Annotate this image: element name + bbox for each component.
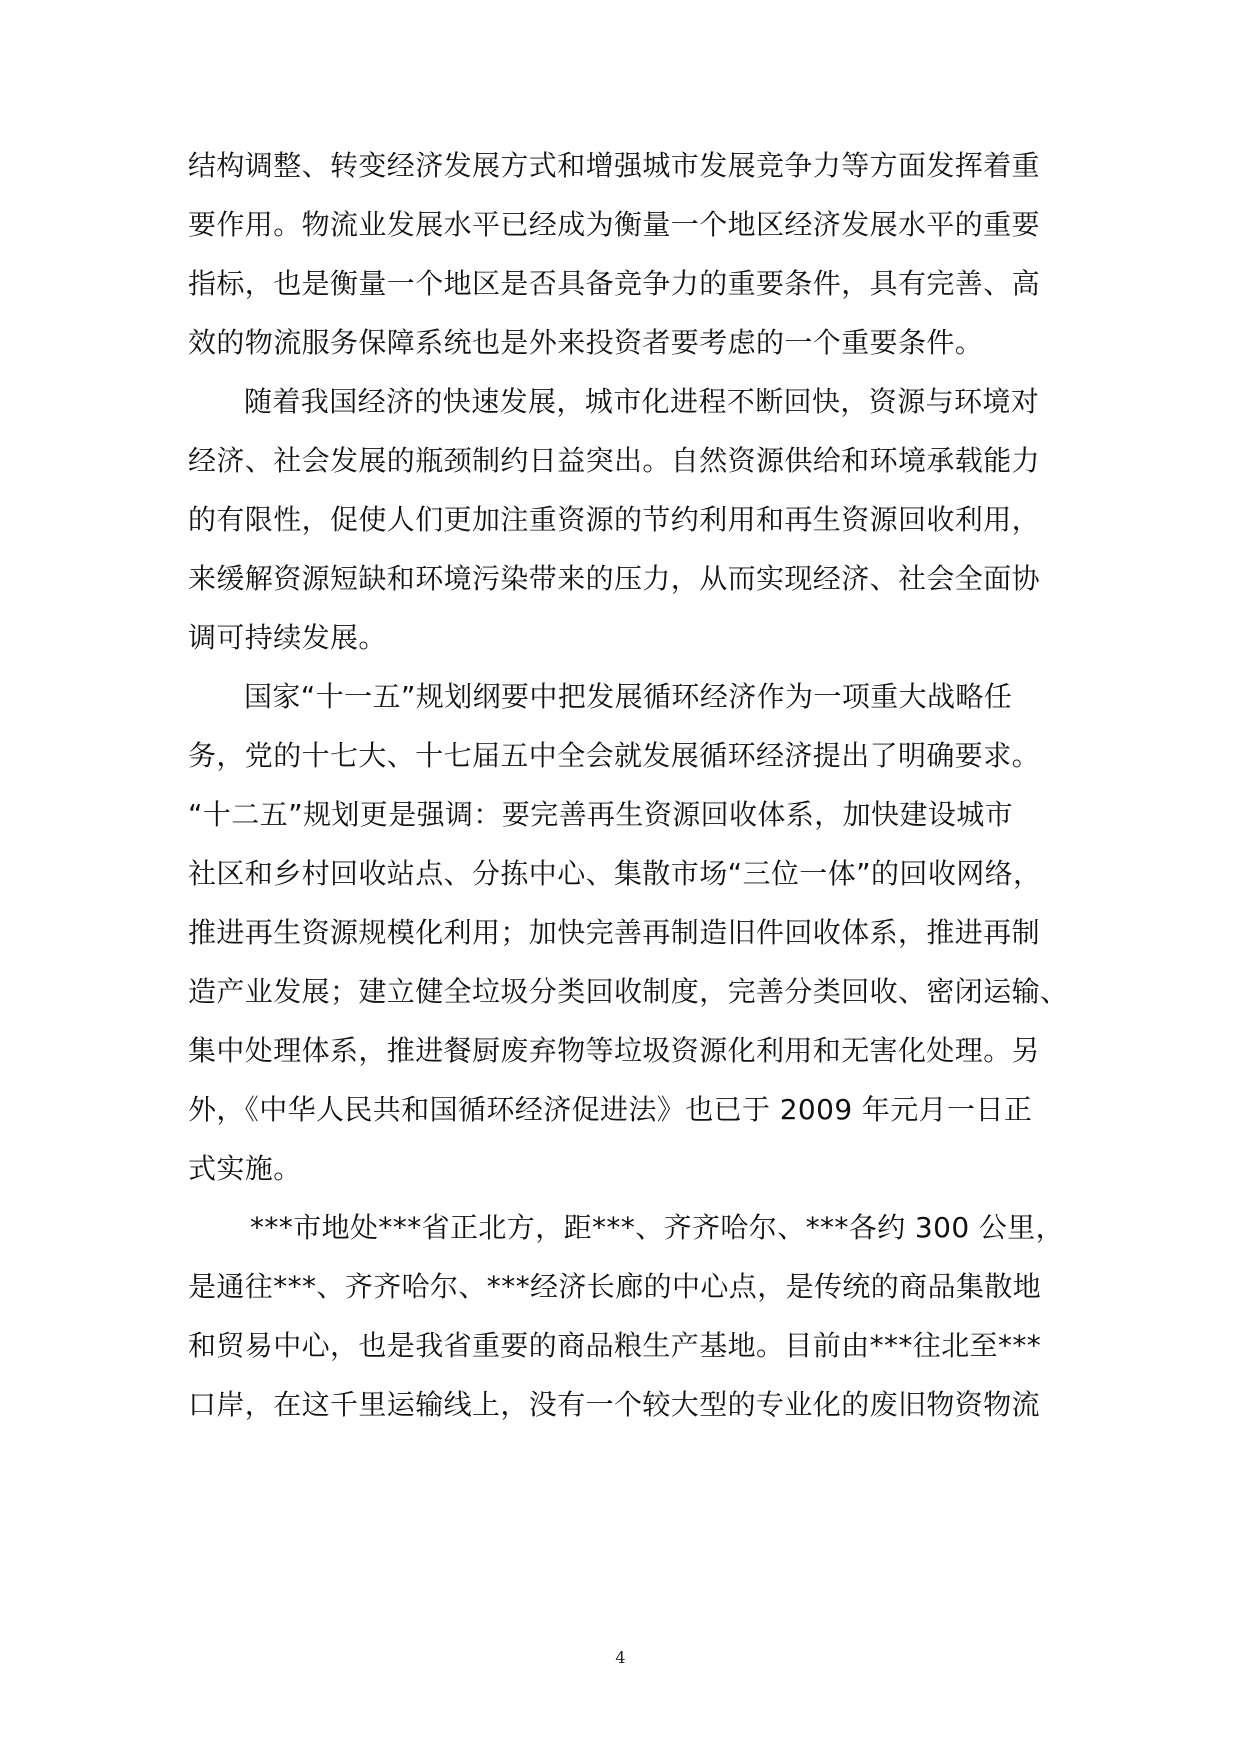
text-line: 效的物流服务保障系统也是外来投资者要考虑的一个重要条件。 — [188, 326, 984, 359]
text-line: 随着我国经济的快速发展，城市化进程不断回快，资源与环境对 — [244, 385, 1040, 418]
text-line: “十二五”规划更是强调：要完善再生资源回收体系，加快建设城市 — [188, 798, 1014, 831]
text-line: 口岸，在这千里运输线上，没有一个较大型的专业化的废旧物资物流 — [188, 1388, 1041, 1421]
text-line: 来缓解资源短缺和环境污染带来的压力，从而实现经济、社会全面协 — [188, 562, 1041, 595]
text-line: ***市地处***省正北方，距***、齐齐哈尔、***各约 300 公里， — [250, 1211, 1065, 1244]
text-line: 社区和乡村回收站点、分拣中心、集散市场“三位一体”的回收网络， — [188, 857, 1042, 890]
text-line: 集中处理体系，推进餐厨废弃物等垃圾资源化利用和无害化处理。另 — [188, 1034, 1041, 1067]
text-line: 推进再生资源规模化利用；加快完善再制造旧件回收体系，推进再制 — [188, 916, 1041, 949]
text-line: 调可持续发展。 — [188, 621, 387, 654]
text-line: 结构调整、转变经济发展方式和增强城市发展竞争力等方面发挥着重 — [188, 149, 1041, 182]
text-line: 指标，也是衡量一个地区是否具备竞争力的重要条件，具有完善、高 — [188, 267, 1041, 300]
text-line: 经济、社会发展的瓶颈制约日益突出。自然资源供给和环境承载能力 — [188, 444, 1041, 477]
text-line: 是通往***、齐齐哈尔、***经济长廊的中心点，是传统的商品集散地 — [188, 1270, 1042, 1303]
text-line: 外，《中华人民共和国循环经济促进法》也已于 2009 年元月一日正 — [188, 1093, 1033, 1126]
page-number: 4 — [615, 1648, 626, 1667]
text-line: 的有限性，促使人们更加注重资源的节约利用和再生资源回收利用， — [188, 503, 1041, 536]
text-line: 国家“十一五”规划纲要中把发展循环经济作为一项重大战略任 — [244, 680, 1013, 713]
text-line: 和贸易中心，也是我省重要的商品粮生产基地。目前由***往北至*** — [188, 1329, 1042, 1362]
text-line: 造产业发展；建立健全垃圾分类回收制度，完善分类回收、密闭运输、 — [188, 975, 1069, 1008]
text-line: 务，党的十七大、十七届五中全会就发展循环经济提出了明确要求。 — [188, 739, 1041, 772]
text-line: 要作用。物流业发展水平已经成为衡量一个地区经济发展水平的重要 — [188, 208, 1041, 241]
text-line: 式实施。 — [188, 1152, 302, 1185]
